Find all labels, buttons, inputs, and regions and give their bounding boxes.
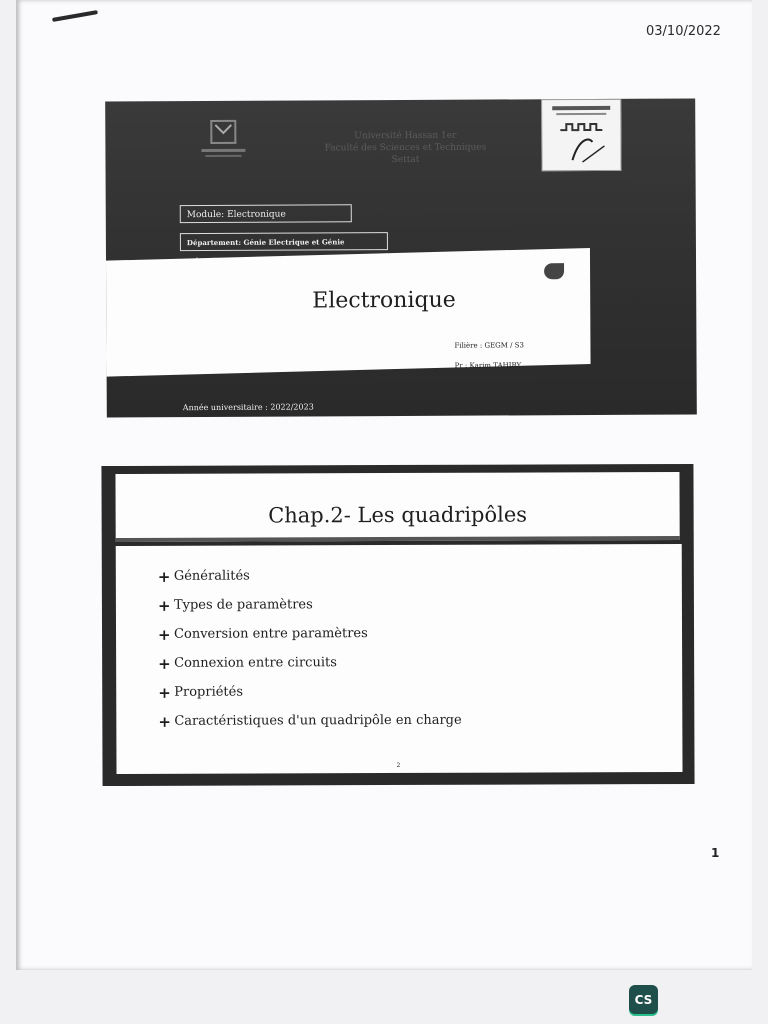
plus-icon: + — [158, 654, 171, 673]
page-number: 1 — [711, 846, 720, 860]
title-slide — [105, 98, 697, 417]
list-item — [158, 619, 461, 649]
decorative-drop-icon — [544, 263, 564, 279]
topic-text: Généralités — [173, 568, 250, 584]
chapter-header — [115, 472, 679, 542]
university-logo-icon — [193, 115, 253, 163]
topic-text: Conversion entre paramètres — [174, 626, 368, 642]
list-item — [158, 590, 461, 620]
chapter-body — [116, 544, 683, 774]
city-line: Settat — [391, 154, 420, 166]
module-label: Module: Electronique — [180, 204, 352, 223]
university-seal-icon — [541, 99, 621, 171]
topic-text: Caractéristiques d'un quadripôle en charge — [174, 712, 462, 729]
plus-icon: + — [157, 596, 171, 615]
list-item — [158, 561, 461, 591]
chapter-title: Chap.2- Les quadripôles — [268, 502, 528, 528]
university-name — [295, 129, 515, 166]
plus-icon: + — [158, 683, 171, 702]
university-name-line: Université Hassan 1er — [354, 130, 457, 142]
chapter-slide — [101, 464, 694, 786]
camscanner-badge-icon[interactable]: CS — [629, 985, 658, 1014]
academic-year: Année universitaire : 2022/2023 — [182, 402, 314, 413]
handwritten-date: 03/10/2022 — [646, 24, 721, 39]
plus-icon: + — [158, 712, 171, 731]
plus-icon: + — [157, 567, 171, 586]
department-label: Département: Génie Electrique et Génie — [180, 232, 388, 251]
slide-number: 2 — [396, 761, 401, 770]
topic-list — [158, 561, 462, 736]
course-title: Electronique — [312, 287, 456, 314]
faculty-name-line: Faculté des Sciences et Techniques — [324, 142, 487, 154]
professor-label: Pr : Karim TAHIRY — [454, 361, 522, 370]
filiere-label: Filière : GEGM / S3 — [454, 341, 525, 350]
list-item — [158, 677, 461, 707]
topic-text: Types de paramètres — [173, 597, 313, 613]
topic-text: Propriétés — [174, 684, 244, 700]
plus-icon: + — [157, 625, 171, 644]
list-item — [158, 648, 461, 678]
topic-text: Connexion entre circuits — [174, 655, 337, 671]
list-item — [158, 706, 461, 736]
pen-mark — [52, 10, 98, 22]
